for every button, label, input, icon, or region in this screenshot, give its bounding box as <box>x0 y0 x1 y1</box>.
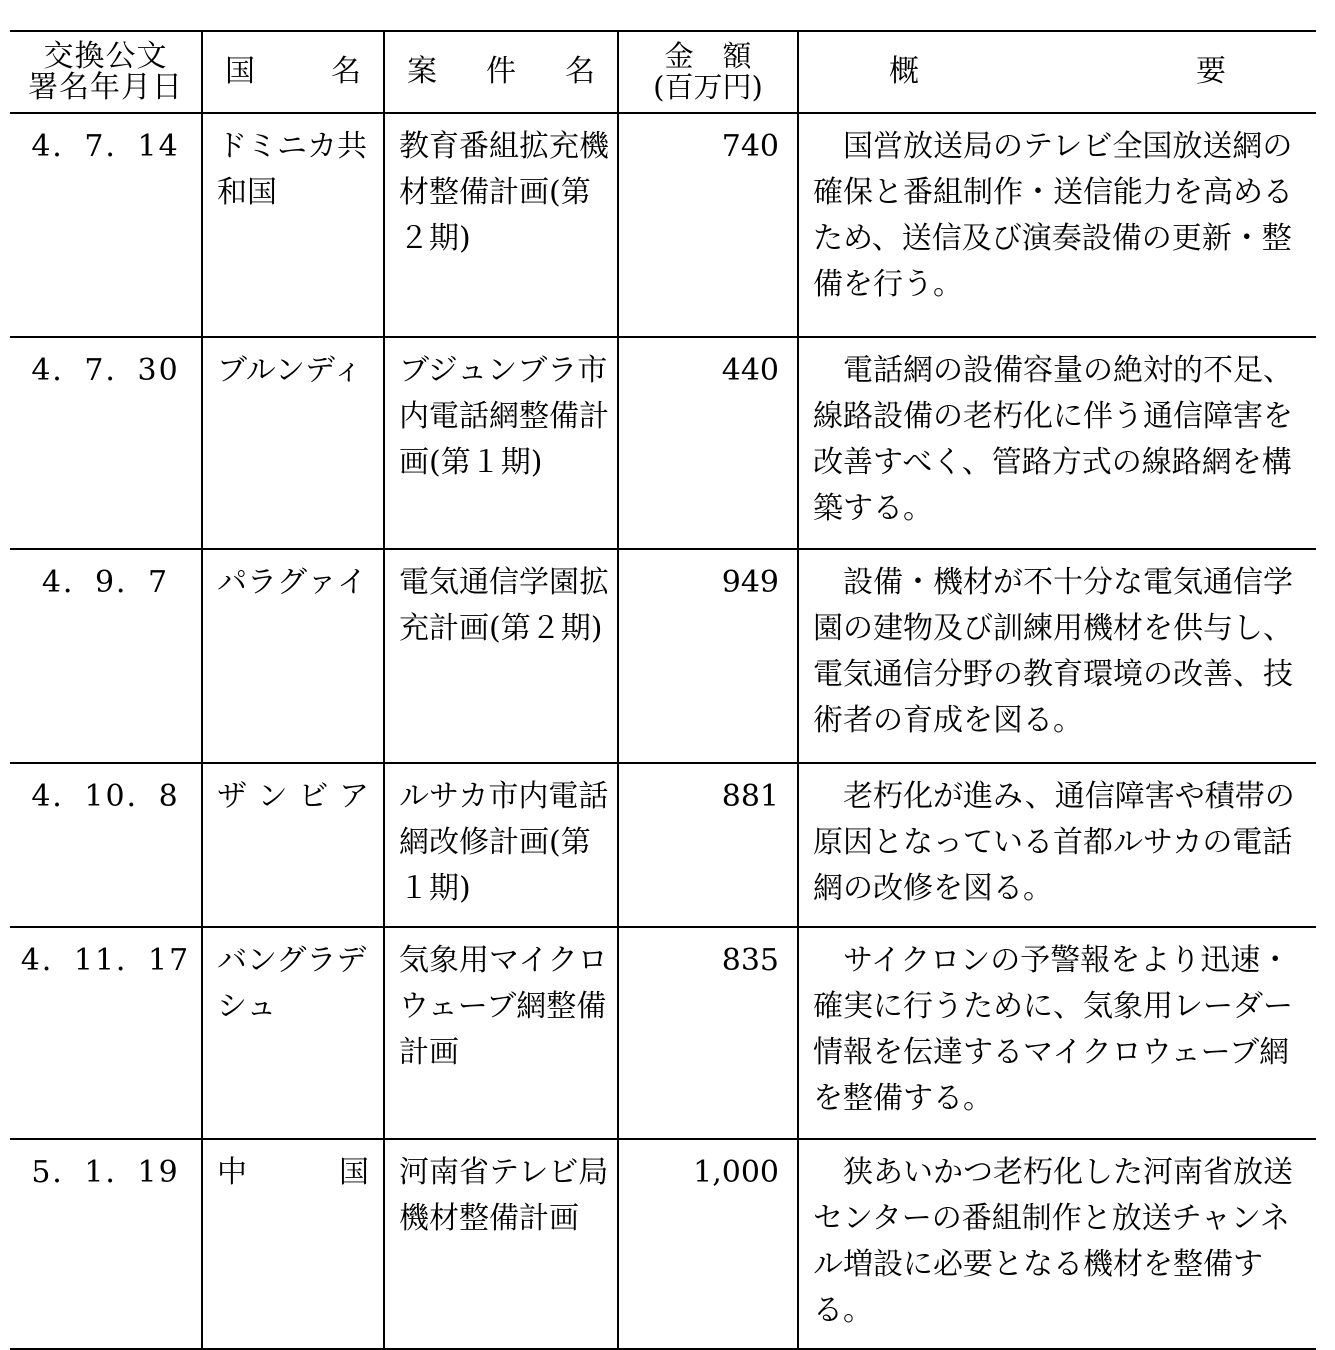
row-country: バングラデシュ <box>202 927 384 1139</box>
row-summary: 老朽化が進み、通信障害や積帯の原因となっている首都ルサカの電話網の改修を図る。 <box>798 763 1316 927</box>
header-summary <box>798 31 1316 113</box>
header-country-char: 国 <box>225 54 255 89</box>
row-amount: 835 <box>618 927 798 1139</box>
header-country-char: 名 <box>331 54 361 89</box>
row-country: ブルンディ <box>202 337 384 549</box>
row-amount: 740 <box>618 113 798 337</box>
row-date: 4．7．14 <box>31 129 180 164</box>
row-country: パラグァイ <box>202 549 384 763</box>
row-project: 電気通信学園拡充計画(第２期) <box>384 549 618 763</box>
table-row <box>10 113 1316 337</box>
row-country-char: ン <box>257 779 288 814</box>
row-summary: 電話網の設備容量の絶対的不足、線路設備の老朽化に伴う通信障害を改善すべく、管路方式の線路網を構築する。 <box>798 337 1316 549</box>
row-country-char: ア <box>338 779 369 814</box>
row-amount: 1,000 <box>618 1139 798 1349</box>
row-project: 教育番組拡充機材整備計画(第２期) <box>384 113 618 337</box>
header-date-line1: 交換公文 <box>43 39 168 74</box>
header-amount <box>618 31 798 113</box>
row-date: 4．7．30 <box>31 353 180 388</box>
row-country-char: ザ <box>217 779 247 814</box>
row-summary: 設備・機材が不十分な電気通信学園の建物及び訓練用機材を供与し、電気通信分野の教育環境の改善、技術者の育成を図る。 <box>798 549 1316 763</box>
row-date: 4．10．8 <box>31 779 180 814</box>
row-amount: 440 <box>618 337 798 549</box>
row-country: ドミニカ共和国 <box>202 113 384 337</box>
row-country-char: 中 <box>217 1155 247 1190</box>
row-country-char: ビ <box>298 779 329 814</box>
header-amount-line1: 金 額 <box>664 39 752 73</box>
table-row <box>10 337 1316 549</box>
table-row <box>10 763 1316 927</box>
row-project: ルサカ市内電話網改修計画(第１期) <box>384 763 618 927</box>
row-country <box>202 1139 384 1349</box>
header-row <box>10 31 1316 113</box>
row-summary: 狭あいかつ老朽化した河南省放送センターの番組制作と放送チャンネル増設に必要となる機材を整備する。 <box>798 1139 1316 1349</box>
table-row <box>10 549 1316 763</box>
header-project-char: 件 <box>486 54 516 89</box>
header-date-line2: 署名年月日 <box>28 70 183 105</box>
table-row <box>10 1139 1316 1349</box>
row-amount: 949 <box>618 549 798 763</box>
row-date: 4．11．17 <box>20 943 191 978</box>
header-summary-char: 要 <box>1196 54 1226 89</box>
row-summary: 国営放送局のテレビ全国放送網の確保と番組制作・送信能力を高めるため、送信及び演奏設備の更新・整備を行う。 <box>798 113 1316 337</box>
table-row <box>10 927 1316 1139</box>
header-project-char: 案 <box>407 54 437 89</box>
row-date: 5．1．19 <box>31 1155 180 1190</box>
row-project: ブジュンブラ市内電話網整備計画(第１期) <box>384 337 618 549</box>
header-country <box>202 31 384 113</box>
row-country-char: 国 <box>339 1155 369 1190</box>
header-amount-line2: (百万円) <box>653 70 763 104</box>
header-project-char: 名 <box>565 54 595 89</box>
grant-aid-table <box>10 30 1316 1350</box>
header-summary-char: 概 <box>889 54 919 89</box>
row-country <box>202 763 384 927</box>
row-summary: サイクロンの予警報をより迅速・確実に行うために、気象用レーダー情報を伝達するマイクロウェーブ網を整備する。 <box>798 927 1316 1139</box>
header-project <box>384 31 618 113</box>
row-date: 4．9．7 <box>41 565 170 600</box>
header-signing-date <box>10 31 202 113</box>
row-project: 河南省テレビ局機材整備計画 <box>384 1139 618 1349</box>
row-amount: 881 <box>618 763 798 927</box>
row-project: 気象用マイクロウェーブ網整備計画 <box>384 927 618 1139</box>
